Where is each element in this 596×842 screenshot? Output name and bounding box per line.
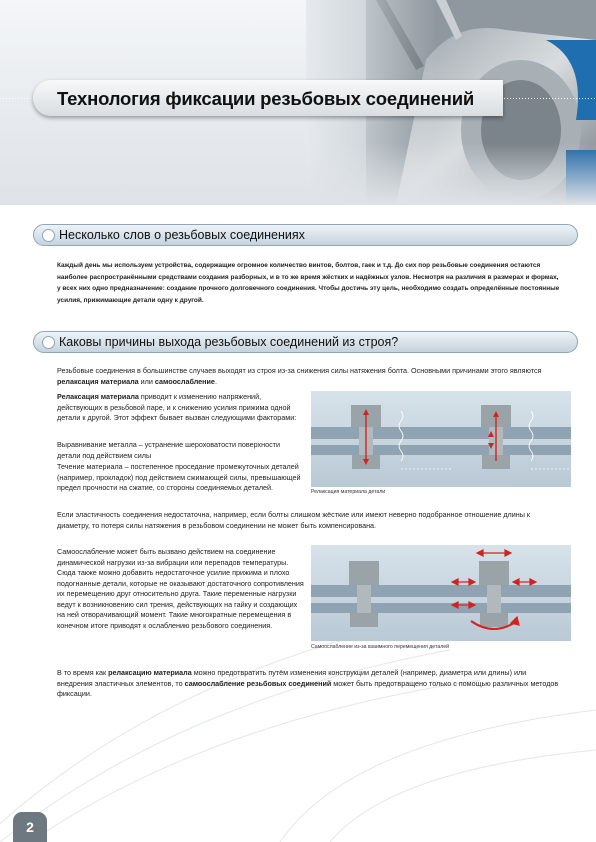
- paragraph-metal-leveling: Выравнивание металла – устранение шероховатости поверхности детали под действием силы: [57, 440, 280, 460]
- bullet-circle-icon: [42, 229, 55, 242]
- page-number: 2: [26, 819, 34, 835]
- intro-paragraph: Каждый день мы используем устройства, содержащие огромное количество винтов, болтов, гаек и т.д. До сих пор резьбовые соединения остаются наиболее распространёнными средствами создания разборных, и в то же время жёстких и надёжных узлов. Несмотря на различия в размерах и формах, у всех них одно предназначение: создание прочного долговечного соединения. Чтобы достичь эту цель, необходимо создать определённые постоянные усилия, прижимающие детали одну к другой.: [57, 262, 560, 304]
- paragraph-relaxation: Релаксация материала приводит к изменению напряжений, действующих в резьбовой паре, и к снижению усилия прижима одной детали к другой. Этот эффект бывает вызван следующими факторами:: [57, 392, 297, 422]
- figure-caption-self-loosening: Самоослабление из-за взаимного перемещения деталей: [311, 644, 450, 650]
- page-number-tab: [13, 812, 47, 842]
- decorative-swirl: [0, 480, 596, 842]
- section-heading-bar-1: [33, 224, 578, 246]
- figure-self-loosening: [311, 545, 571, 641]
- bullet-circle-icon: [42, 336, 55, 349]
- figure-caption-relaxation: Релаксация материала детали: [311, 489, 386, 495]
- section-heading-bar-2: [33, 331, 578, 353]
- paragraph-elasticity: Если эластичность соединения недостаточна, например, если болты слишком жёсткие или имеют неверно подобранное отношение длины к диаметру, то потеря силы натяжения в резьбовом соединении не может быть компенсирована.: [57, 510, 531, 530]
- figure-material-relaxation: [311, 391, 571, 487]
- page-title-bar: [33, 80, 503, 116]
- paragraph-material-flow: Течение материала – постепенное проседание промежуточных деталей (например, прокладок) под действием сжимающей силы, превышающей предел прочности на сжатие, со стороны соединяемых деталей.: [57, 462, 301, 492]
- section-heading: Несколько слов о резьбовых соединениях: [59, 228, 305, 242]
- paragraph-causes: Резьбовые соединения в большинстве случаев выходят из строя из-за снижения силы натяжения болта. Основными причинами этого являются релаксация материала или самоослабление.: [57, 366, 542, 386]
- section-heading: Каковы причины выхода резьбовых соединений из строя?: [59, 335, 399, 349]
- paragraph-conclusion: В то время как релаксацию материала можно предотвратить путём изменения конструкции деталей (например, диаметра или длины) или внедрения эластичных элементов, то самоослабление резьбовых соединений может быть предотвращено только с помощью различных методов фиксации.: [57, 668, 559, 698]
- paragraph-self-loosening: Самоослабление может быть вызвано действием на соединение динамической нагрузки из-за вибрации или перепадов температуры. Сюда также можно добавить недостаточное усилие прижима и плохо подогнанные детали, которые не оказывают достаточного сопротивления их перемещению друг относительно друга. Такие переменные нагрузки ведут к возникновению сил трения, действующих на гайку и создающих на ней отворачивающий момент. Такие многократные перемещения в конечном итоге приводят к ослаблению резьбового соединения.: [57, 547, 304, 630]
- page-title: Технология фиксации резьбовых соединений: [57, 88, 475, 109]
